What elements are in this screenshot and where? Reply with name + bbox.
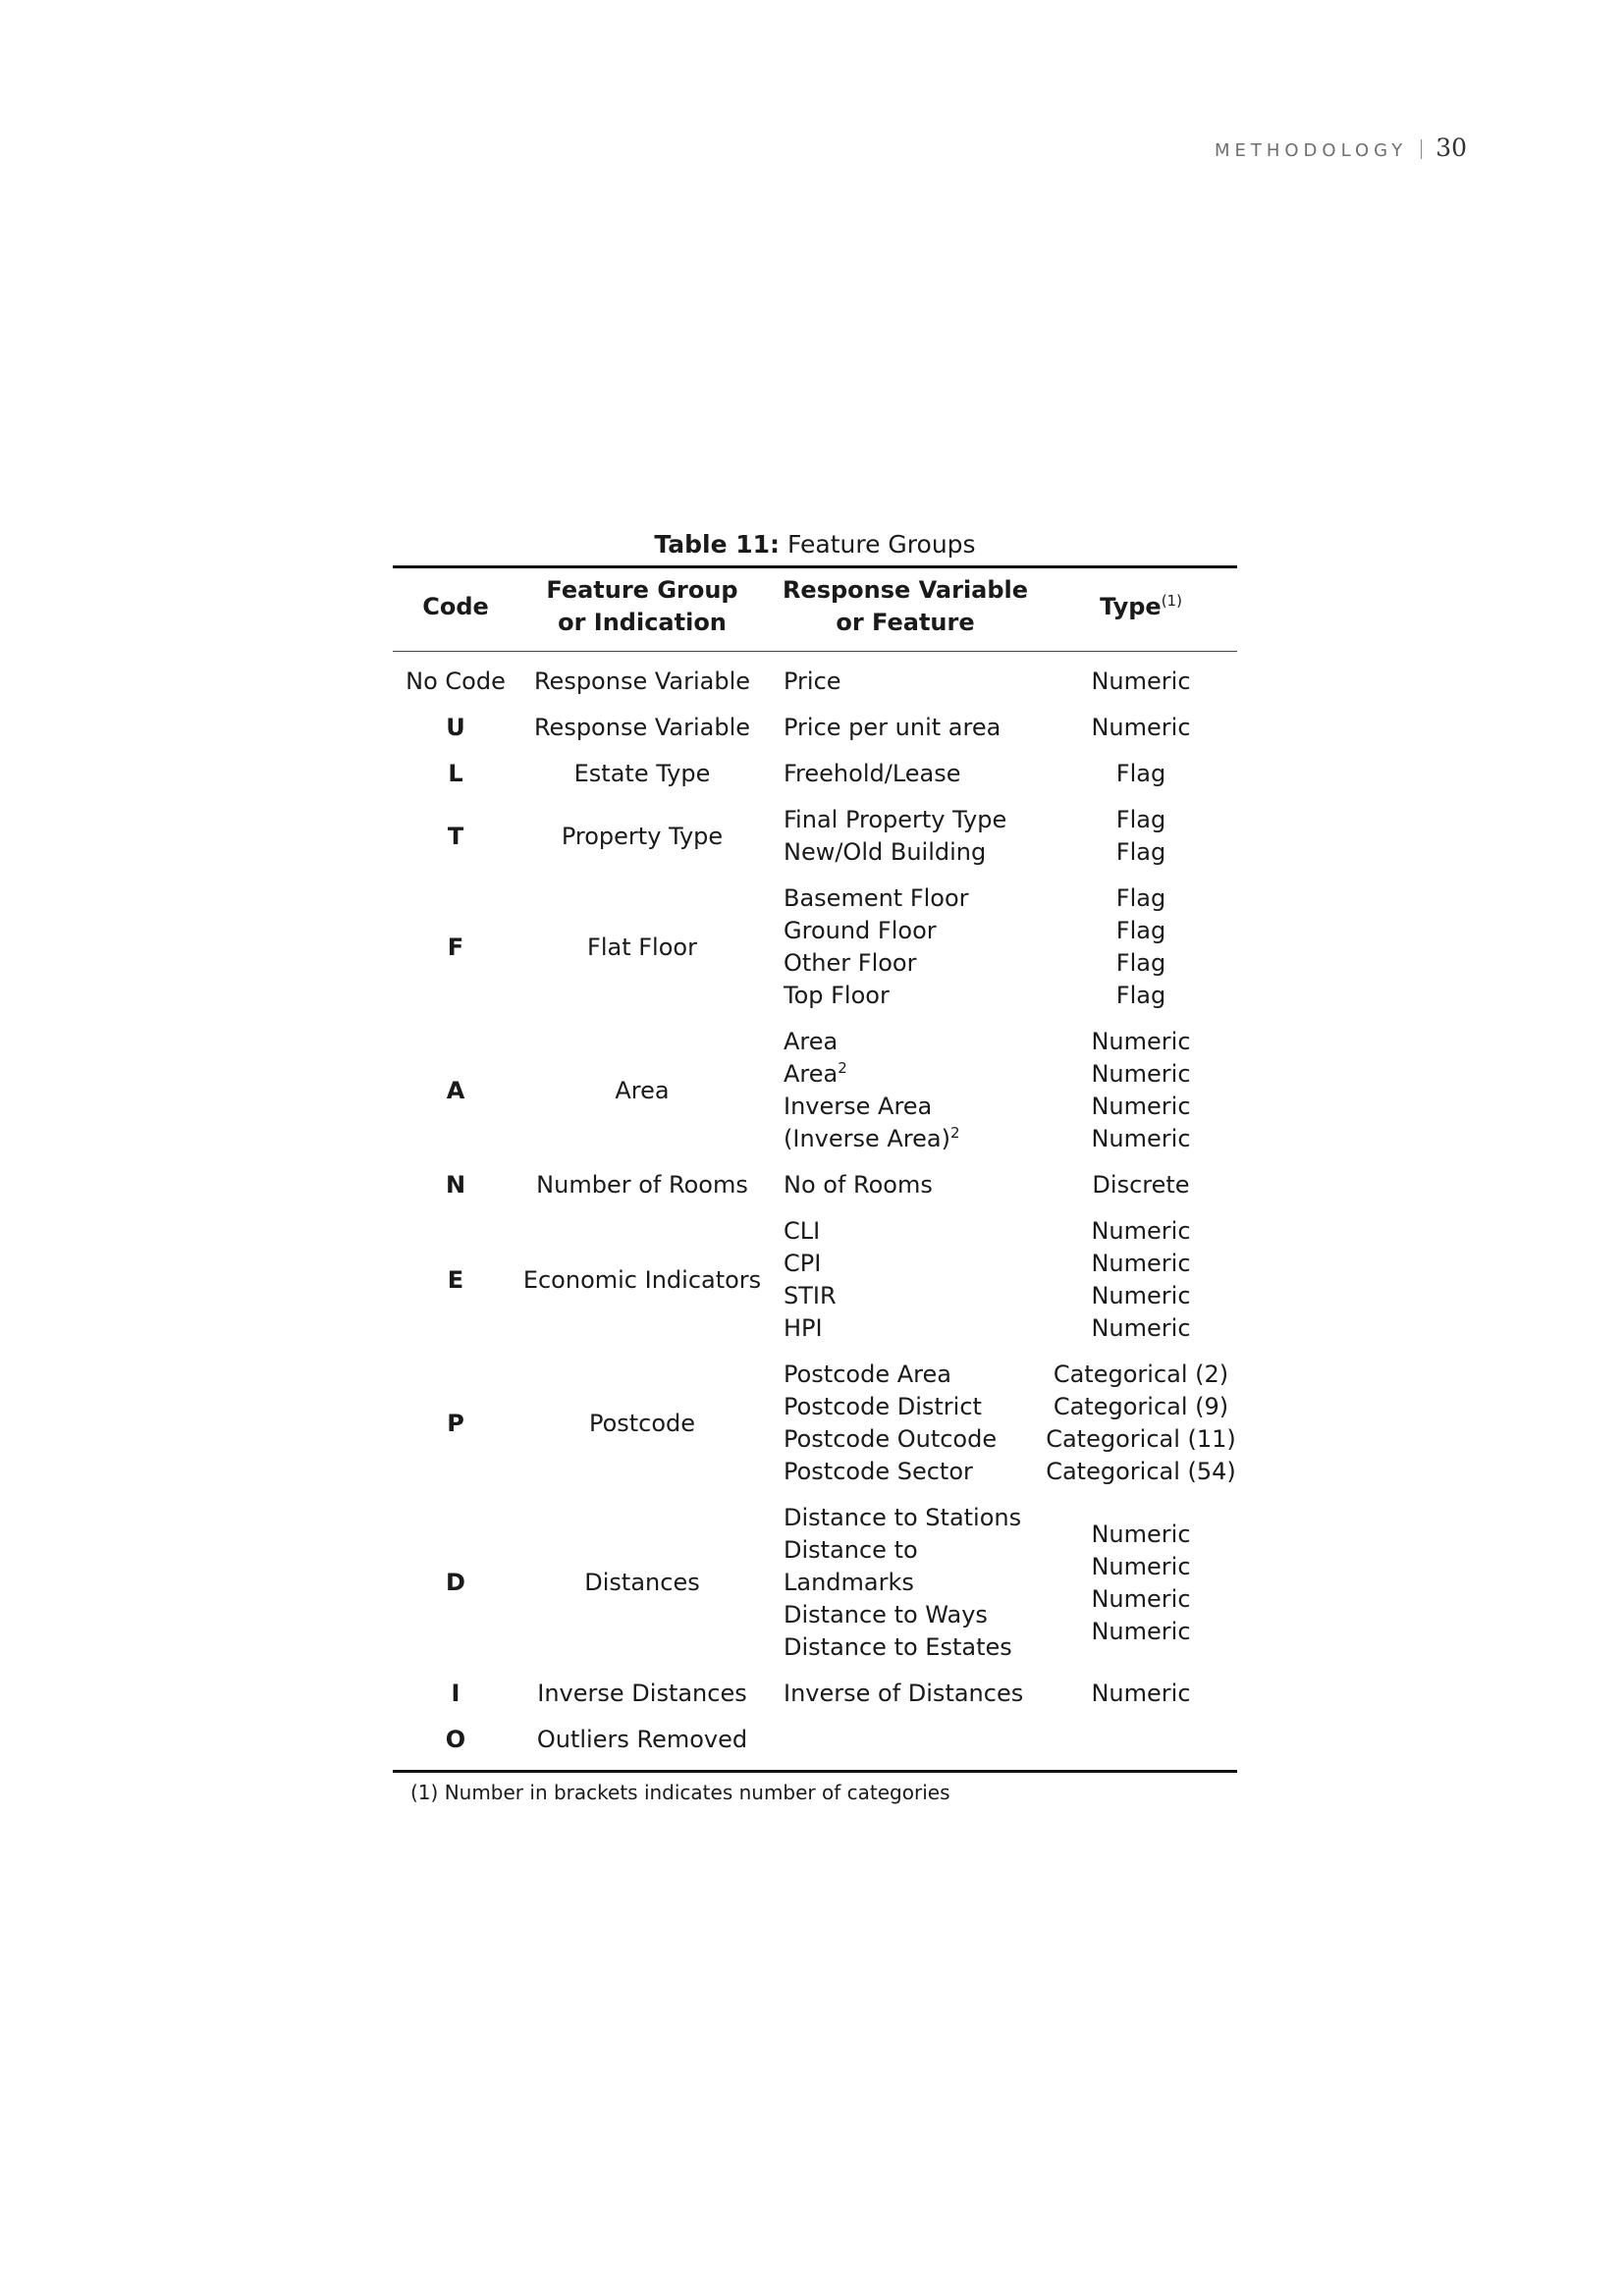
type-value: Numeric (1091, 1250, 1191, 1277)
running-head (1215, 133, 1467, 162)
feature-superscript: 2 (949, 1124, 960, 1142)
cell-code (393, 797, 518, 876)
cell-code (393, 1352, 518, 1495)
code-value: D (446, 1569, 465, 1596)
header-feature-group (518, 567, 766, 652)
cell-code (393, 1671, 518, 1717)
feature-item (784, 1215, 1045, 1248)
cell-feature-group (518, 751, 766, 797)
feature-group-value: Response Variable (533, 714, 751, 741)
feature-group-value: Property Type (561, 822, 724, 850)
type-value: Numeric (1091, 1584, 1191, 1613)
cell-feature-group (518, 705, 766, 751)
feature-name: Other Floor (784, 949, 917, 977)
feature-name: Distance to Ways (784, 1601, 988, 1629)
cell-feature-group (518, 876, 766, 1019)
header-feature-line2: or Feature (836, 609, 975, 636)
cell-code (393, 705, 518, 751)
cell-types (1045, 1019, 1237, 1162)
type-value: Flag (1115, 949, 1166, 977)
feature-item (784, 915, 1045, 947)
code-value: I (451, 1680, 460, 1707)
feature-group-value: Response Variable (533, 667, 751, 695)
feature-item (784, 1091, 1045, 1123)
cell-types (1045, 652, 1237, 706)
cell-features (766, 705, 1045, 751)
table-row (393, 705, 1237, 751)
cell-features (766, 1495, 1045, 1671)
code-value: T (447, 822, 464, 850)
cell-types (1045, 876, 1237, 1019)
cell-features (766, 751, 1045, 797)
type-value: Flag (1115, 838, 1166, 866)
code-value: L (448, 760, 463, 787)
code-value: U (446, 714, 465, 741)
feature-name: Distance to Landmarks (784, 1536, 918, 1596)
type-value: Numeric (1091, 1282, 1191, 1309)
table-caption-label: Table 11: (654, 530, 781, 559)
cell-code (393, 1717, 518, 1772)
type-value: Discrete (1092, 1171, 1190, 1199)
type-value: Numeric (1091, 1028, 1191, 1055)
code-value: F (447, 933, 464, 961)
cell-types (1045, 1352, 1237, 1495)
table-row (393, 1019, 1237, 1162)
cell-feature-group (518, 1717, 766, 1772)
cell-types (1045, 1717, 1237, 1772)
type-value: Flag (1115, 806, 1166, 833)
feature-name: Price (784, 667, 841, 695)
table-body (393, 652, 1237, 1772)
type-value (1045, 1724, 1237, 1756)
type-value: Numeric (1091, 1520, 1191, 1548)
cell-code (393, 751, 518, 797)
cell-code (393, 1208, 518, 1352)
feature-item (784, 1599, 1045, 1631)
cell-types (1045, 1495, 1237, 1671)
feature-group-value: Outliers Removed (536, 1726, 748, 1753)
table-row (393, 1717, 1237, 1772)
header-group-line1: Feature Group (546, 576, 738, 604)
table-container (393, 526, 1237, 1804)
feature-name: Basement Floor (784, 884, 969, 912)
feature-item (784, 666, 1045, 698)
header-code-label: Code (422, 592, 489, 620)
cell-code (393, 1162, 518, 1208)
feature-groups-table (393, 565, 1237, 1773)
feature-item (784, 882, 1045, 915)
header-group-line2: or Indication (558, 609, 727, 636)
feature-name: Distance to Estates (784, 1633, 1012, 1661)
type-value: Numeric (1091, 1125, 1191, 1152)
feature-name: New/Old Building (784, 838, 987, 866)
table-row (393, 797, 1237, 876)
page-number: 30 (1435, 133, 1467, 162)
table-row (393, 1671, 1237, 1717)
cell-features (766, 797, 1045, 876)
type-value: Numeric (1091, 1093, 1191, 1120)
feature-group-value: Number of Rooms (536, 1171, 748, 1199)
feature-item (784, 1248, 1045, 1280)
feature-item (784, 1502, 1045, 1534)
feature-item (784, 980, 1045, 1012)
feature-item (784, 804, 1045, 836)
header-type-superscript: (1) (1161, 591, 1182, 610)
feature-superscript: 2 (838, 1059, 847, 1077)
type-value: Categorical (11) (1046, 1425, 1236, 1453)
cell-types (1045, 797, 1237, 876)
type-value: Numeric (1091, 714, 1191, 741)
feature-group-value: Postcode (588, 1409, 696, 1437)
feature-name: Area (784, 1028, 839, 1055)
cell-code (393, 876, 518, 1019)
feature-item (784, 1631, 1045, 1664)
feature-item (784, 1359, 1045, 1391)
type-value: Categorical (54) (1046, 1458, 1236, 1485)
header-response-feature (766, 567, 1045, 652)
cell-feature-group (518, 797, 766, 876)
cell-features (766, 1208, 1045, 1352)
type-value: Numeric (1091, 1217, 1191, 1245)
cell-code (393, 652, 518, 706)
type-value: Flag (1115, 917, 1166, 944)
cell-features (766, 1671, 1045, 1717)
table-row (393, 876, 1237, 1019)
feature-item (784, 1391, 1045, 1423)
feature-group-value: Distances (584, 1569, 700, 1596)
feature-item (784, 758, 1045, 790)
cell-feature-group (518, 1495, 766, 1671)
cell-features (766, 876, 1045, 1019)
table-row (393, 1162, 1237, 1208)
feature-item (784, 1026, 1045, 1058)
table-caption (393, 526, 1237, 565)
feature-name: HPI (784, 1314, 823, 1342)
type-value: Numeric (1091, 1314, 1191, 1342)
code-value: O (445, 1726, 466, 1753)
type-value: Flag (1115, 884, 1166, 912)
feature-name: (Inverse Area) (784, 1125, 950, 1152)
feature-item (784, 1312, 1045, 1345)
running-head-section: METHODOLOGY (1214, 140, 1408, 161)
cell-feature-group (518, 1162, 766, 1208)
type-value: Flag (1115, 760, 1166, 787)
feature-name: Final Property Type (784, 806, 1007, 833)
running-head-divider (1421, 139, 1422, 159)
cell-feature-group (518, 1671, 766, 1717)
cell-code (393, 1495, 518, 1671)
feature-group-value: Area (615, 1076, 670, 1104)
feature-name: Inverse of Distances (784, 1680, 1024, 1707)
feature-item (784, 1724, 1045, 1756)
table-header-row (393, 567, 1237, 652)
cell-types (1045, 751, 1237, 797)
cell-features (766, 652, 1045, 706)
feature-name: Area (784, 1060, 839, 1088)
cell-types (1045, 1162, 1237, 1208)
feature-name: Ground Floor (784, 917, 937, 944)
code-value: P (447, 1409, 464, 1437)
cell-features (766, 1162, 1045, 1208)
feature-name: CLI (784, 1217, 821, 1245)
table-row (393, 652, 1237, 706)
feature-name: Inverse Area (784, 1093, 933, 1120)
header-type-label: Type (1100, 592, 1162, 620)
type-value: Numeric (1091, 667, 1191, 695)
code-value: E (447, 1265, 464, 1294)
table-row (393, 751, 1237, 797)
code-value: A (446, 1076, 465, 1104)
feature-item (784, 1280, 1045, 1312)
feature-group-value: Economic Indicators (522, 1265, 762, 1294)
feature-item (784, 836, 1045, 869)
type-value: Numeric (1091, 1552, 1191, 1580)
type-value: Flag (1115, 982, 1166, 1009)
table-row (393, 1208, 1237, 1352)
type-value: Categorical (9) (1053, 1393, 1229, 1420)
feature-item (784, 1456, 1045, 1488)
feature-item (784, 1058, 1045, 1091)
feature-name: CPI (784, 1250, 822, 1277)
header-feature-line1: Response Variable (782, 576, 1029, 604)
type-value: Categorical (2) (1053, 1361, 1229, 1388)
feature-name: No of Rooms (784, 1171, 933, 1199)
cell-types (1045, 1208, 1237, 1352)
cell-features (766, 1717, 1045, 1772)
feature-item (784, 1423, 1045, 1456)
feature-group-value: Estate Type (573, 760, 711, 787)
code-value: No Code (406, 667, 506, 695)
feature-name: STIR (784, 1282, 837, 1309)
table-row (393, 1495, 1237, 1671)
feature-name: Price per unit area (784, 714, 1001, 741)
cell-features (766, 1019, 1045, 1162)
feature-name: Postcode Outcode (784, 1425, 998, 1453)
cell-feature-group (518, 1019, 766, 1162)
feature-name: Freehold/Lease (784, 760, 961, 787)
table-footnote: (1) Number in brackets indicates number of categories (410, 1781, 950, 1804)
feature-item (784, 1534, 1045, 1599)
feature-item (784, 1169, 1045, 1201)
cell-feature-group (518, 652, 766, 706)
feature-name: Postcode Sector (784, 1458, 973, 1485)
type-value: Numeric (1091, 1617, 1191, 1645)
cell-feature-group (518, 1208, 766, 1352)
cell-types (1045, 705, 1237, 751)
table-caption-title: Feature Groups (787, 530, 976, 559)
cell-types (1045, 1671, 1237, 1717)
feature-item (784, 1678, 1045, 1710)
feature-item (784, 712, 1045, 744)
header-type (1045, 567, 1237, 652)
cell-features (766, 1352, 1045, 1495)
feature-group-value: Inverse Distances (537, 1680, 747, 1707)
feature-item (784, 947, 1045, 980)
feature-name: Top Floor (784, 982, 890, 1009)
feature-name: Distance to Stations (784, 1504, 1022, 1531)
cell-feature-group (518, 1352, 766, 1495)
cell-code (393, 1019, 518, 1162)
feature-group-value: Flat Floor (587, 933, 697, 961)
type-value: Numeric (1091, 1680, 1191, 1707)
type-value: Numeric (1091, 1060, 1191, 1088)
code-value: N (445, 1171, 466, 1199)
feature-name: Postcode District (784, 1393, 982, 1420)
header-code (393, 567, 518, 652)
feature-name: Postcode Area (784, 1361, 951, 1388)
feature-item (784, 1123, 1045, 1155)
table-row (393, 1352, 1237, 1495)
